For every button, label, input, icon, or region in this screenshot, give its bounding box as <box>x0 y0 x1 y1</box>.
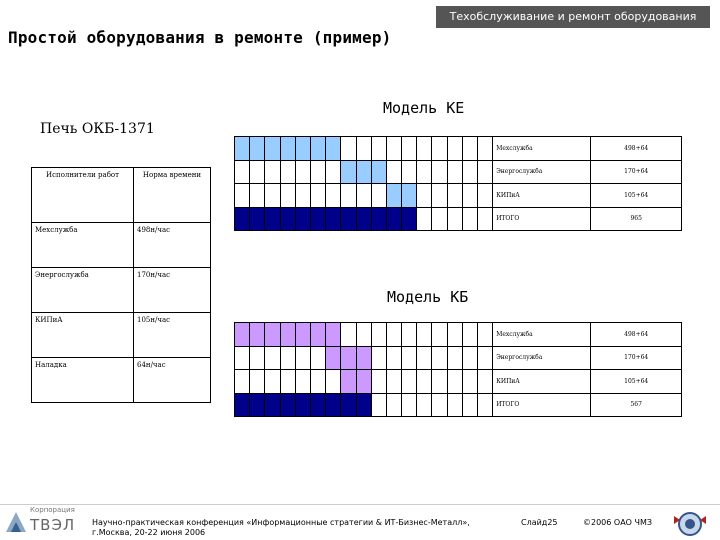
norms-value: 170н/час <box>134 268 211 313</box>
gantt-empty-cell <box>478 323 493 347</box>
gantt-empty-cell <box>462 160 477 184</box>
gantt-empty-cell <box>280 346 295 370</box>
conference-line-2: г.Москва, 20-22 июня 2006 <box>92 528 206 537</box>
gantt-empty-cell <box>326 370 341 394</box>
gantt-empty-cell <box>386 160 401 184</box>
gantt-row-label: ИТОГО <box>493 393 591 417</box>
gantt-bar-cell <box>326 323 341 347</box>
table-row <box>32 358 211 403</box>
gantt-empty-cell <box>402 160 417 184</box>
gantt-empty-cell <box>356 184 371 208</box>
model-ke-gantt <box>234 136 682 231</box>
gantt-bar-cell <box>310 137 325 161</box>
norms-executor: КИПиА <box>32 313 134 358</box>
gantt-bar-cell <box>356 207 371 231</box>
norms-header-executor: Исполнители работ <box>32 168 134 223</box>
gantt-empty-cell <box>386 370 401 394</box>
gantt-empty-cell <box>432 207 447 231</box>
gantt-empty-cell <box>371 370 386 394</box>
gantt-row-value: 498+64 <box>591 137 682 161</box>
conference-info <box>92 518 470 538</box>
gantt-empty-cell <box>265 346 280 370</box>
gantt-empty-cell <box>402 323 417 347</box>
gantt-bar-cell <box>295 207 310 231</box>
gantt-empty-cell <box>326 160 341 184</box>
gantt-empty-cell <box>280 370 295 394</box>
gantt-empty-cell <box>235 160 250 184</box>
gantt-empty-cell <box>386 323 401 347</box>
norms-value: 498н/час <box>134 223 211 268</box>
gantt-bar-cell <box>295 137 310 161</box>
gantt-empty-cell <box>235 346 250 370</box>
gantt-empty-cell <box>250 184 265 208</box>
gantt-empty-cell <box>478 207 493 231</box>
gantt-row-label: Мехслужба <box>493 323 591 347</box>
gantt-empty-cell <box>295 184 310 208</box>
gantt-row-label: ИТОГО <box>493 207 591 231</box>
gantt-row <box>235 137 682 161</box>
gantt-empty-cell <box>447 207 462 231</box>
gantt-row <box>235 160 682 184</box>
gantt-empty-cell <box>478 346 493 370</box>
gantt-empty-cell <box>280 160 295 184</box>
gantt-empty-cell <box>447 160 462 184</box>
gantt-bar-cell <box>250 323 265 347</box>
norms-executor: Мехслужба <box>32 223 134 268</box>
gantt-row <box>235 346 682 370</box>
gantt-bar-cell <box>341 393 356 417</box>
gantt-bar-cell <box>250 137 265 161</box>
gantt-empty-cell <box>295 346 310 370</box>
gantt-empty-cell <box>417 160 432 184</box>
gantt-bar-cell <box>341 207 356 231</box>
conference-line-1: Научно-практическая конференция «Информационные стратегии & ИТ-Бизнес-Металл», <box>92 518 470 527</box>
gantt-empty-cell <box>402 346 417 370</box>
norms-value: 105н/час <box>134 313 211 358</box>
gantt-empty-cell <box>356 323 371 347</box>
gantt-empty-cell <box>417 346 432 370</box>
gantt-bar-cell <box>250 393 265 417</box>
norms-value: 64н/час <box>134 358 211 403</box>
gantt-bar-cell <box>235 207 250 231</box>
gantt-empty-cell <box>432 184 447 208</box>
gantt-empty-cell <box>447 323 462 347</box>
gantt-bar-cell <box>280 137 295 161</box>
gantt-empty-cell <box>432 160 447 184</box>
gantt-empty-cell <box>386 137 401 161</box>
copyright: ©2006 ОАО ЧМЗ <box>583 518 653 527</box>
gantt-bar-cell <box>235 323 250 347</box>
section-label: Техобслуживание и ремонт оборудования <box>436 6 710 28</box>
gantt-empty-cell <box>447 370 462 394</box>
footer-divider <box>0 504 720 505</box>
gantt-empty-cell <box>462 207 477 231</box>
gantt-empty-cell <box>235 370 250 394</box>
gantt-empty-cell <box>432 323 447 347</box>
gantt-bar-cell <box>402 184 417 208</box>
gantt-bar-cell <box>341 160 356 184</box>
norms-header-norm: Норма времени <box>134 168 211 223</box>
gantt-bar-cell <box>326 207 341 231</box>
gantt-row-value: 105+64 <box>591 370 682 394</box>
gantt-empty-cell <box>265 370 280 394</box>
gantt-empty-cell <box>447 393 462 417</box>
gantt-empty-cell <box>417 137 432 161</box>
gantt-row-value: 105+64 <box>591 184 682 208</box>
gantt-empty-cell <box>417 393 432 417</box>
gantt-bar-cell <box>265 323 280 347</box>
slide-number: Слайд25 <box>521 518 558 527</box>
gantt-bar-cell <box>356 160 371 184</box>
gantt-empty-cell <box>235 184 250 208</box>
gantt-bar-cell <box>310 323 325 347</box>
gantt-bar-cell <box>341 346 356 370</box>
gantt-empty-cell <box>250 346 265 370</box>
gantt-empty-cell <box>432 346 447 370</box>
table-row <box>32 223 211 268</box>
gantt-bar-cell <box>250 207 265 231</box>
gantt-empty-cell <box>265 184 280 208</box>
gantt-empty-cell <box>310 184 325 208</box>
gantt-bar-cell <box>295 323 310 347</box>
gantt-bar-cell <box>341 370 356 394</box>
gantt-bar-cell <box>356 370 371 394</box>
gantt-empty-cell <box>371 323 386 347</box>
gantt-empty-cell <box>462 184 477 208</box>
gantt-empty-cell <box>386 346 401 370</box>
gantt-empty-cell <box>478 370 493 394</box>
gantt-empty-cell <box>402 393 417 417</box>
gantt-empty-cell <box>402 137 417 161</box>
gantt-empty-cell <box>295 160 310 184</box>
gantt-bar-cell <box>235 393 250 417</box>
gantt-bar-cell <box>326 137 341 161</box>
gantt-row-label: Мехслужба <box>493 137 591 161</box>
gantt-empty-cell <box>432 137 447 161</box>
model-kb-title: Модель КБ <box>387 288 469 306</box>
gantt-bar-cell <box>386 207 401 231</box>
gantt-row-label: КИПиА <box>493 370 591 394</box>
gantt-empty-cell <box>371 184 386 208</box>
gantt-empty-cell <box>417 323 432 347</box>
gantt-empty-cell <box>478 137 493 161</box>
gantt-bar-cell <box>356 346 371 370</box>
gantt-bar-cell <box>310 207 325 231</box>
gantt-empty-cell <box>341 323 356 347</box>
gantt-empty-cell <box>447 184 462 208</box>
gantt-empty-cell <box>326 184 341 208</box>
model-kb-gantt <box>234 322 682 417</box>
norms-header-row <box>32 168 211 223</box>
logo-subtitle: Корпорация <box>30 506 75 514</box>
gantt-row-value: 498+64 <box>591 323 682 347</box>
gantt-empty-cell <box>447 346 462 370</box>
gantt-bar-cell <box>371 207 386 231</box>
gantt-empty-cell <box>478 184 493 208</box>
gantt-empty-cell <box>402 370 417 394</box>
gantt-row-label: Энергослужба <box>493 346 591 370</box>
gantt-empty-cell <box>310 370 325 394</box>
gantt-row-value: 170+64 <box>591 346 682 370</box>
gantt-empty-cell <box>250 370 265 394</box>
gantt-row-label: КИПиА <box>493 184 591 208</box>
gantt-row <box>235 370 682 394</box>
gantt-empty-cell <box>462 137 477 161</box>
gantt-row-value: 567 <box>591 393 682 417</box>
gantt-bar-cell <box>235 137 250 161</box>
gantt-empty-cell <box>417 184 432 208</box>
gantt-bar-cell <box>402 207 417 231</box>
gantt-empty-cell <box>462 393 477 417</box>
norms-executor: Энергослужба <box>32 268 134 313</box>
gantt-empty-cell <box>341 137 356 161</box>
gantt-empty-cell <box>462 370 477 394</box>
gantt-row-label: Энергослужба <box>493 160 591 184</box>
gantt-bar-cell <box>295 393 310 417</box>
norms-table <box>31 167 211 403</box>
gantt-empty-cell <box>295 370 310 394</box>
gantt-empty-cell <box>356 137 371 161</box>
gantt-empty-cell <box>432 393 447 417</box>
gantt-empty-cell <box>417 370 432 394</box>
gantt-row <box>235 393 682 417</box>
gantt-row-value: 965 <box>591 207 682 231</box>
gantt-row <box>235 207 682 231</box>
gantt-empty-cell <box>310 160 325 184</box>
gantt-empty-cell <box>432 370 447 394</box>
gantt-empty-cell <box>310 346 325 370</box>
gantt-bar-cell <box>280 393 295 417</box>
gantt-bar-cell <box>280 323 295 347</box>
gantt-empty-cell <box>371 137 386 161</box>
gantt-bar-cell <box>326 393 341 417</box>
gantt-bar-cell <box>356 393 371 417</box>
gantt-bar-cell <box>310 393 325 417</box>
gantt-empty-cell <box>371 393 386 417</box>
gantt-bar-cell <box>265 137 280 161</box>
gantt-empty-cell <box>341 184 356 208</box>
gantt-row <box>235 323 682 347</box>
gantt-row <box>235 184 682 208</box>
logo-name: ТВЭЛ <box>30 516 76 534</box>
gantt-empty-cell <box>462 323 477 347</box>
gantt-empty-cell <box>478 160 493 184</box>
norms-executor: Наладка <box>32 358 134 403</box>
gantt-empty-cell <box>265 160 280 184</box>
page-title: Простой оборудования в ремонте (пример) <box>8 28 392 47</box>
furnace-title: Печь ОКБ-1371 <box>40 121 155 137</box>
gantt-bar-cell <box>386 184 401 208</box>
gantt-row-value: 170+64 <box>591 160 682 184</box>
gantt-bar-cell <box>280 207 295 231</box>
gantt-bar-cell <box>326 346 341 370</box>
gantt-empty-cell <box>417 207 432 231</box>
tvel-logo-icon <box>2 506 30 536</box>
gantt-empty-cell <box>462 346 477 370</box>
gantt-empty-cell <box>478 393 493 417</box>
gantt-empty-cell <box>280 184 295 208</box>
emblem-icon <box>666 510 714 538</box>
gantt-bar-cell <box>371 160 386 184</box>
table-row <box>32 268 211 313</box>
gantt-empty-cell <box>250 160 265 184</box>
gantt-empty-cell <box>371 346 386 370</box>
model-ke-title: Модель КЕ <box>383 99 465 117</box>
gantt-empty-cell <box>386 393 401 417</box>
table-row <box>32 313 211 358</box>
gantt-empty-cell <box>447 137 462 161</box>
gantt-bar-cell <box>265 393 280 417</box>
gantt-bar-cell <box>265 207 280 231</box>
